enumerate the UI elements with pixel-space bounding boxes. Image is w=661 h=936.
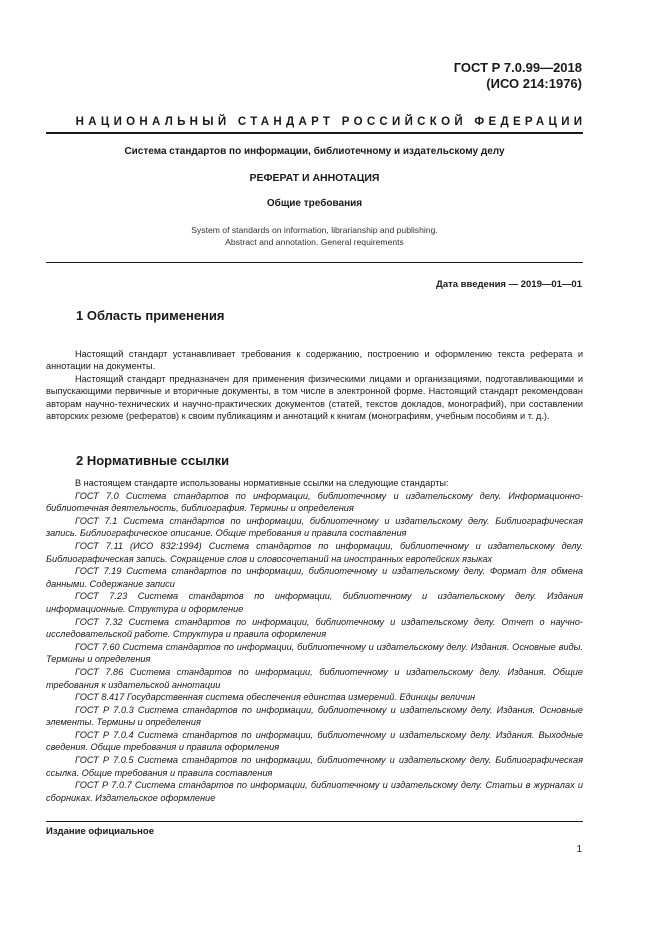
section-1-title: 1 Область применения <box>76 308 225 323</box>
reference-item: ГОСТ 7.32 Система стандартов по информации, библиотечному и издательскому делу. Отчет о научно-исследовательской работе. Структура и правила оформления <box>46 616 583 640</box>
english-title <box>46 224 583 248</box>
document-identifier <box>454 60 582 92</box>
reference-item: ГОСТ Р 7.0.5 Система стандартов по информации, библиотечному и издательскому делу. Библиографическая ссылка. Общие требования и правила составления <box>46 755 583 778</box>
reference-item: ГОСТ 7.0 Система стандартов по информации, библиотечному и издательскому делу. Информационно-библиотечная деятельность, библиография. Термины и определения <box>46 490 583 514</box>
page-number: 1 <box>576 844 582 855</box>
reference-item: ГОСТ 7.1 Система стандартов по информации, библиотечному и издательскому делу. Библиографическая запись. Библиографическое описание. Общие требования и правила составления <box>46 515 583 539</box>
reference-item: ГОСТ 8.417 Государственная система обеспечения единства измерений. Единицы величин <box>75 692 476 703</box>
reference-item: ГОСТ Р 7.0.4 Система стандартов по информации, библиотечному и издательскому делу. Издания. Выходные сведения. Общие требования и правила оформления <box>46 729 583 753</box>
title-divider <box>46 262 583 263</box>
reference-item: ГОСТ 7.60 Система стандартов по информации, библиотечному и издательскому делу. Издания. Основные виды. Термины и определения <box>46 641 583 665</box>
section-2-title: 2 Нормативные ссылки <box>76 453 230 468</box>
paragraph: Настоящий стандарт устанавливает требования к содержанию, построению и оформлению текста реферата и аннотации на документы. <box>46 349 583 372</box>
reference-item: ГОСТ 7.11 (ИСО 832:1994) Система стандартов по информации, библиотечному и издательскому делу. Библиографическая запись. Сокращение слов и словосочетаний на иностранных европейских языках <box>46 540 583 564</box>
reference-item: ГОСТ Р 7.0.7 Система стандартов по информации, библиотечному и издательскому делу. Статьи в журналах и сборниках. Издательское оформление <box>46 780 583 803</box>
section-1-body <box>46 348 583 422</box>
reference-item: ГОСТ 7.86 Система стандартов по информации, библиотечному и издательскому делу. Издания. Общие требования к издательской аннотации <box>46 666 583 690</box>
iso-number: (ИСО 214:1976) <box>486 76 582 91</box>
official-edition-label: Издание официальное <box>46 826 154 837</box>
intro-date: Дата введения — 2019—01—01 <box>436 279 582 290</box>
reference-item: ГОСТ 7.23 Система стандартов по информации, библиотечному и издательскому делу. Издания информационные. Структура и оформление <box>46 591 583 614</box>
main-title: РЕФЕРАТ И АННОТАЦИЯ <box>249 172 380 184</box>
subtitle: Общие требования <box>266 198 363 209</box>
national-standard-heading: НАЦИОНАЛЬНЫЙ СТАНДАРТ РОССИЙСКОЙ ФЕДЕРАЦИИ <box>75 116 587 128</box>
footer-divider <box>46 821 583 822</box>
heading-divider <box>46 132 583 134</box>
reference-item: ГОСТ Р 7.0.3 Система стандартов по информации, библиотечному и издательскому делу. Издания. Основные элементы. Термины и определения <box>46 704 583 728</box>
paragraph: Настоящий стандарт предназначен для применения физическими лицами и организациями, подготавливающими и выпускающими первичные и вторичные документы, в том числе в электронной форме. Настоящий стандарт рекомендован авторам научно-технических и научно-практических документов (статей, текстов докладов, монографий), при составлении авторских резюме (рефератов) к своим публикациям и аннотаций к книгам (монографиям, учебным пособиям и т. д.). <box>46 373 583 422</box>
system-line: Система стандартов по информации, библиотечному и издательскому делу <box>124 146 505 157</box>
reference-item: ГОСТ 7.19 Система стандартов по информации, библиотечному и издательскому делу. Формат для обмена данными. Содержание записи <box>46 566 583 589</box>
english-title-line-2: Abstract and annotation. General requirements <box>225 237 404 247</box>
references-intro: В настоящем стандарте использованы нормативные ссылки на следующие стандарты: <box>75 478 449 488</box>
doc-number: ГОСТ Р 7.0.99—2018 <box>453 60 582 75</box>
english-title-line-1: System of standards on information, librarianship and publishing. <box>191 225 438 235</box>
normative-references <box>46 477 583 804</box>
